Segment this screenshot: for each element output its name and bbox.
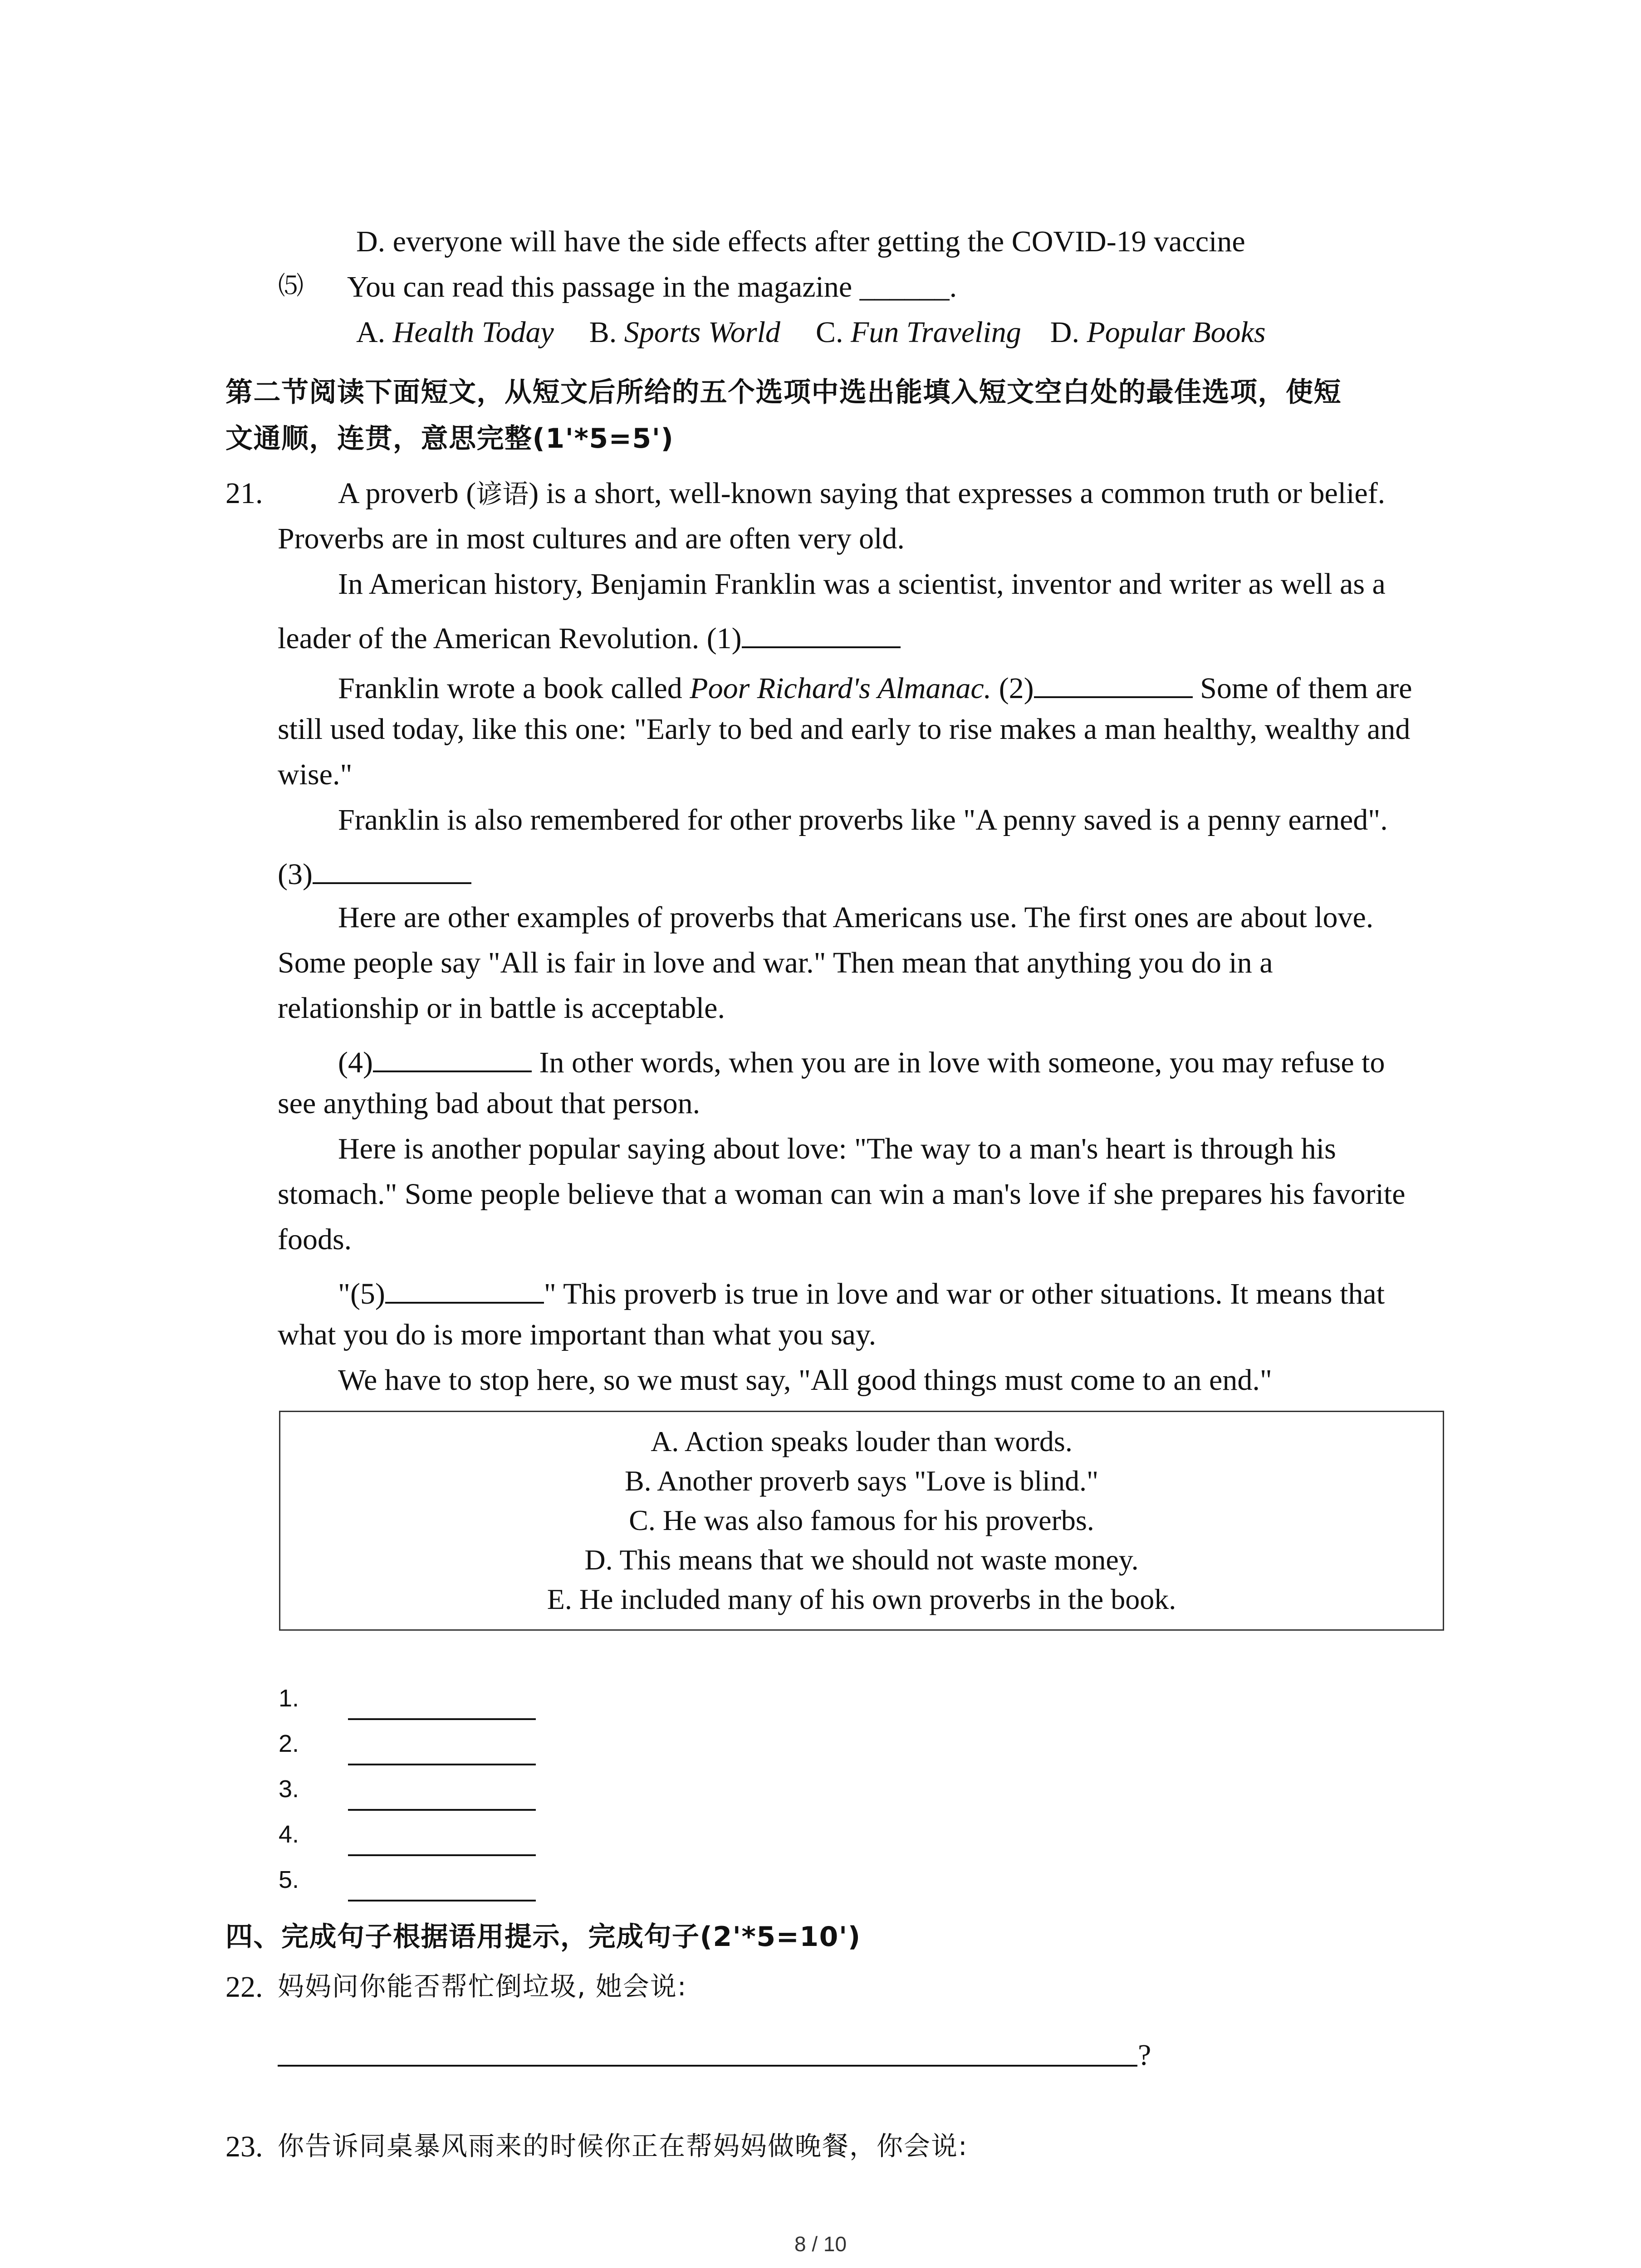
answer-label-4: 4.	[279, 1821, 299, 1848]
q21-p3-line1	[338, 669, 1412, 704]
q21-p5-line3: relationship or in battle is acceptable.	[278, 992, 725, 1025]
section2-heading-line1: 第二节阅读下面短文，从短文后所给的五个选项中选出能填入短文空白处的最佳选项，使短	[225, 376, 1342, 408]
text: leader of the American Revolution. (1)	[278, 622, 742, 655]
q21-p7-line3: foods.	[278, 1223, 352, 1256]
proverb-chinese: 谚语	[476, 479, 529, 509]
q21-p7-line2: stomach." Some people believe that a woman can win a man's love if she prepares his favorite	[278, 1178, 1406, 1211]
answer-line-5[interactable]	[348, 1900, 536, 1901]
option-e: E. He included many of his own proverbs in the book.	[547, 1583, 1176, 1615]
option-c-text: Fun Traveling	[850, 316, 1021, 349]
text: " This proverb is true in love and war or other situations. It means that	[544, 1277, 1385, 1310]
option-a-text: Health Today	[392, 316, 554, 349]
q21-p8-line2: what you do is more important than what you say.	[278, 1318, 877, 1351]
text: Franklin wrote a book called	[338, 672, 690, 705]
text: (3)	[278, 858, 313, 891]
answer-line-4[interactable]	[348, 1854, 536, 1856]
option-c-letter: C.	[815, 316, 851, 349]
section2-heading-line2: 文通顺，连贯，意思完整(1'*5=5')	[225, 423, 674, 455]
option-b: B. Another proverb says "Love is blind."	[624, 1465, 1099, 1497]
q21-number: 21.	[225, 477, 263, 510]
text: A proverb (	[338, 477, 476, 510]
option-d: D. This means that we should not waste money.	[584, 1544, 1139, 1576]
q22-question-mark: ?	[1138, 2038, 1151, 2072]
q21-p2-line2	[278, 619, 901, 654]
q21-p1-line1	[338, 479, 1385, 508]
answer-line-1[interactable]	[348, 1718, 536, 1720]
blank-4[interactable]	[373, 1043, 532, 1072]
text: (4)	[338, 1046, 373, 1079]
section4-heading: 四、完成句子根据语用提示，完成句子(2'*5=10')	[225, 1921, 861, 1953]
text: In other words, when you are in love with someone, you may refuse to	[531, 1046, 1385, 1079]
q23-number: 23.	[225, 2130, 263, 2163]
option-d-letter: D.	[1050, 316, 1087, 349]
q20-5-number: ⑸	[278, 271, 304, 301]
q21-p3-line2: still used today, like this one: "Early to bed and early to rise makes a man healthy, wealthy and	[278, 713, 1411, 746]
option-a: A. Action speaks louder than words.	[651, 1425, 1073, 1457]
options-box	[279, 1411, 1444, 1631]
blank-2[interactable]	[1034, 669, 1193, 698]
q21-p4-line1: Franklin is also remembered for other proverbs like "A penny saved is a penny earned".	[338, 803, 1388, 836]
q20-5-question: You can read this passage in the magazine ______.	[347, 270, 957, 303]
q21-p1-line2: Proverbs are in most cultures and are often very old.	[278, 522, 905, 555]
q22-number: 22.	[225, 1970, 263, 2004]
blank-3[interactable]	[313, 855, 471, 884]
q21-p4-line2	[278, 855, 471, 890]
answer-label-2: 2.	[279, 1730, 299, 1757]
q21-p8-line1	[338, 1275, 1385, 1309]
q21-p5-line2: Some people say "All is fair in love and war." Then mean that anything you do in a	[278, 946, 1273, 979]
option-b-letter: B.	[589, 316, 624, 349]
answer-line-3[interactable]	[348, 1809, 536, 1811]
q21-p5-line1: Here are other examples of proverbs that Americans use. The first ones are about love.	[338, 901, 1374, 934]
book-title: Poor Richard's Almanac.	[690, 672, 992, 705]
q21-p3-line3: wise."	[278, 758, 353, 791]
page-number: 8 / 10	[794, 2232, 847, 2256]
q21-p2-line1: In American history, Benjamin Franklin was a scientist, inventor and writer as well as a	[338, 567, 1386, 601]
q21-p6-line2: see anything bad about that person.	[278, 1087, 700, 1120]
text: Some of them are	[1192, 672, 1412, 705]
text: (2)	[991, 672, 1034, 705]
q22-answer-line[interactable]	[278, 2065, 1137, 2067]
blank-1[interactable]	[742, 619, 901, 648]
q21-p7-line1: Here is another popular saying about love: "The way to a man's heart is through his	[338, 1132, 1336, 1165]
text: ) is a short, well-known saying that expresses a common truth or belief.	[529, 477, 1386, 510]
answer-label-3: 3.	[279, 1775, 299, 1803]
q23-prompt: 你告诉同桌暴风雨来的时候你正在帮妈妈做晚餐，你会说:	[278, 2131, 968, 2161]
answer-line-2[interactable]	[348, 1764, 536, 1765]
q21-p9-line1: We have to stop here, so we must say, "All good things must come to an end."	[338, 1364, 1272, 1397]
blank-5[interactable]	[385, 1275, 544, 1304]
option-d-text: Popular Books	[1087, 316, 1266, 349]
option-a-letter: A.	[356, 316, 393, 349]
text: "(5)	[338, 1277, 385, 1310]
q22-prompt: 妈妈问你能否帮忙倒垃圾, 她会说:	[278, 1971, 687, 2002]
q20-option-d: D. everyone will have the side effects after getting the COVID-19 vaccine	[356, 225, 1245, 258]
answer-label-1: 1.	[279, 1685, 299, 1712]
answer-label-5: 5.	[279, 1866, 299, 1893]
q20-5-options	[356, 318, 1266, 347]
option-c: C. He was also famous for his proverbs.	[629, 1504, 1094, 1536]
q21-p6-line1	[338, 1043, 1385, 1078]
option-b-text: Sports World	[624, 316, 780, 349]
